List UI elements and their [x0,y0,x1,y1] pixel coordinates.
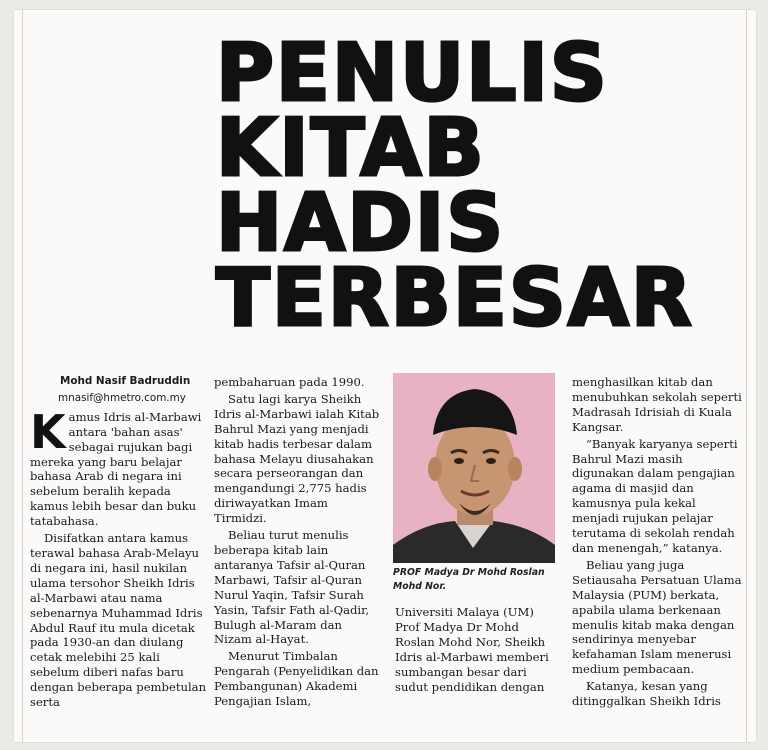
page-margin-rule [22,10,23,742]
byline-name: Mohd Nasif Badruddin [60,375,191,387]
article-column-4 [572,375,742,711]
byline-email: mnasif@hmetro.com.my [58,391,186,404]
article-paragraph: menghasilkan kitab dan menubuhkan sekolah seperti Madrasah Idrisiah di Kuala Kangsar. [572,375,742,434]
paragraph-text: amus Idris al-Marbawi antara 'bahan asas' sebagai rujukan bagi mereka yang baru belajar bahasa Arab di negara ini sebelum beralih kepada kamus lebih besar dan buku tatabahasa. [30,409,202,529]
page-margin-rule [746,10,747,742]
article-paragraph: Beliau turut menulis beberapa kitab lain antaranya Tafsir al-Quran Marbawi, Tafsir al-Quran Nurul Yaqin, Tafsir Surah Yasin, Tafsir Fath al-Qadir, Bulugh al-Maram dan Nizam al-Hayat. [214,528,370,647]
article-paragraph [30,404,210,529]
article-paragraph: Katanya, kesan yang ditinggalkan Sheikh Idris [572,679,721,709]
headline-line: KITAB [216,102,486,194]
article-column-1 [30,374,210,712]
portrait-photo [393,373,555,563]
article-paragraph: Beliau yang juga Setiausaha Persatuan Ulama Malaysia (PUM) berkata, apabila ulama berkenaan menulis kitab maka dengan sendirinya menyebar kefahaman Islam menerusi medium pembacaan. [572,557,742,677]
drop-cap: K [30,404,66,459]
photo-caption: PROF Madya Dr Mohd Roslan Mohd Nor. [393,567,545,592]
headline-line: PENULIS [216,27,609,119]
article-paragraph: Universiti Malaya (UM) Prof Madya Dr Mohd Roslan Mohd Nor, Sheikh Idris al-Marbawi memberi sumbangan besar dari sudut pendidikan dengan [395,605,549,694]
article-paragraph: Satu lagi karya Sheikh Idris al-Marbawi ialah Kitab Bahrul Mazi yang menjadi kitab hadis terbesar dalam bahasa Melayu diusahakan secara perseorangan dan mengandungi 2,775 hadis diriwayatkan Imam Tirmidzi. [214,391,380,526]
headline-line: HADIS [216,177,506,269]
article-paragraph: “Banyak karyanya seperti Bahrul Mazi masih digunakan dalam pengajian agama di masjid dan kamusnya pula kekal menjadi rujukan pelajar terutama di sekolah rendah dan menengah,” katanya. [572,436,738,555]
headline [216,27,736,344]
article-column-2 [214,375,380,711]
article-paragraph: Disifatkan antara kamus terawal bahasa Arab-Melayu di negara ini, hasil nukilan ulama tersohor Sheikh Idris al-Marbawi atau nama sebenarnya Muhammad Idris Abdul Rauf itu mula dicetak pada 1930-an dan diulang cetak melebihi 25 kali sebelum diberi nafas baru dengan beberapa pembetulan serta [30,531,207,710]
article-paragraph: pembaharuan pada 1990. [214,375,365,389]
article-column-3 [395,605,561,696]
portrait-illustration [393,373,555,563]
article-paragraph: Menurut Timbalan Pengarah (Penyelidikan dan Pembangunan) Akademi Pengajian Islam, [214,649,379,709]
headline-line: TERBESAR [216,252,694,344]
